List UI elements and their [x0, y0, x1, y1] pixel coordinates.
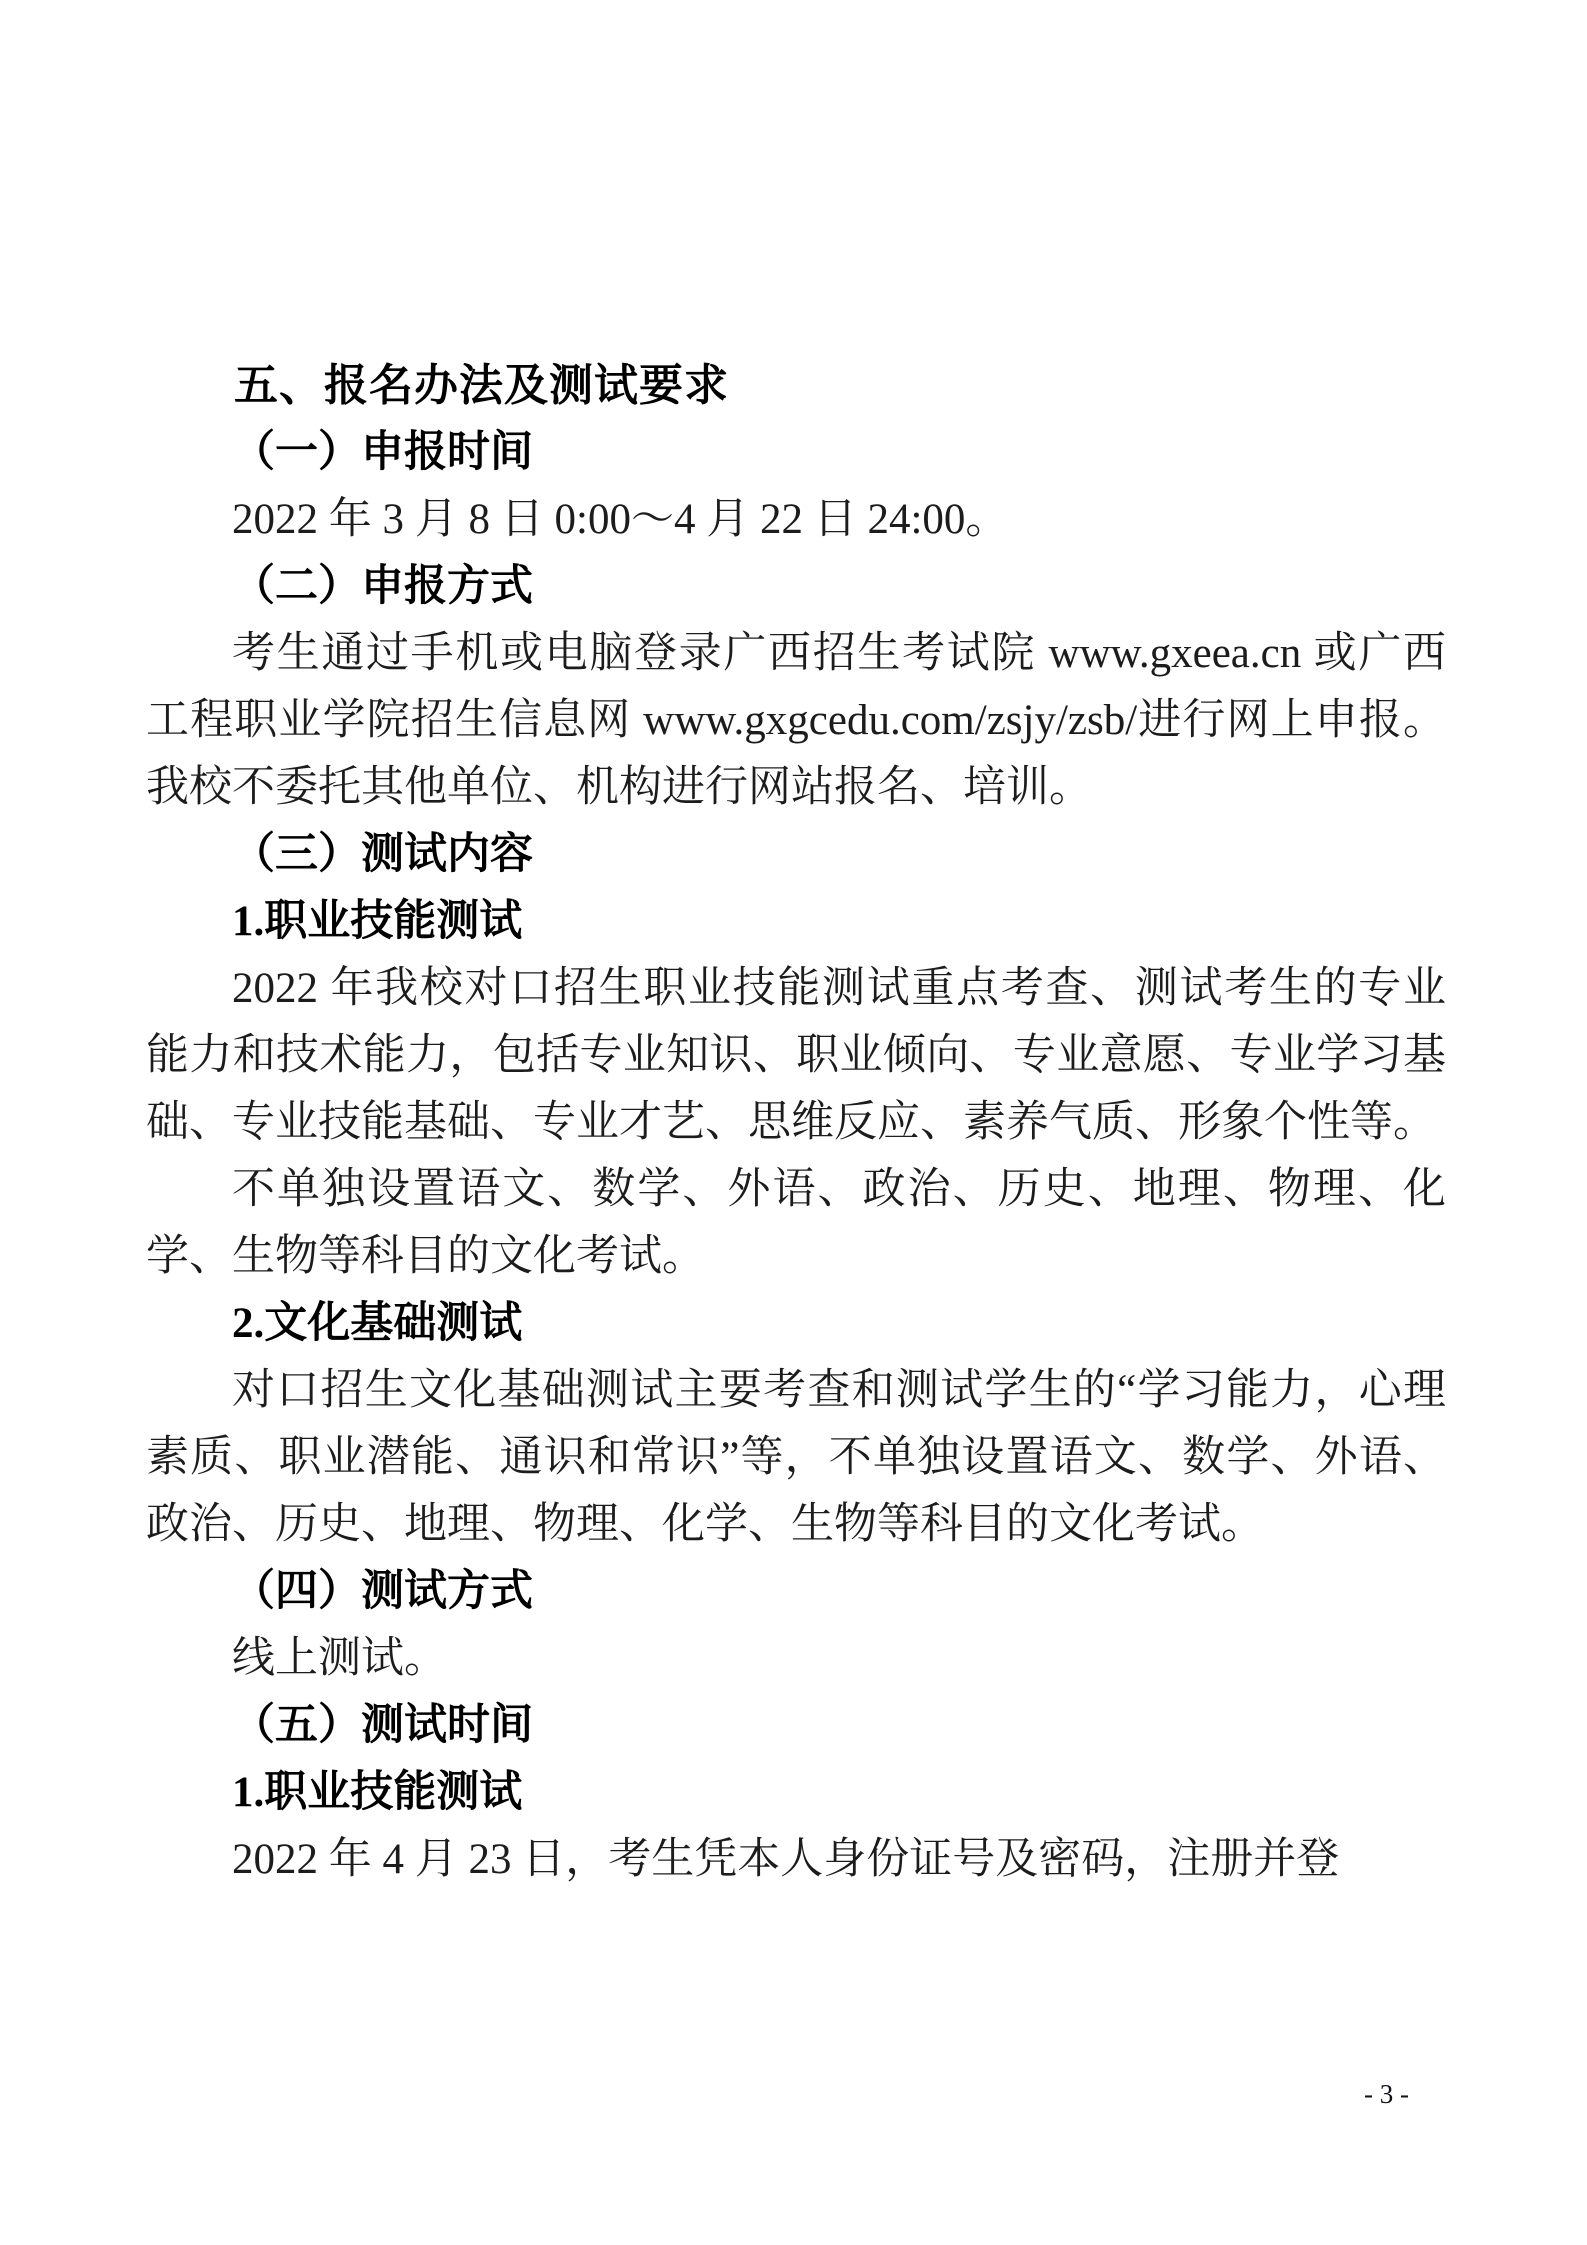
- heading-test-content: （三）测试内容: [232, 831, 533, 878]
- item-heading-culture-test: 2.文化基础测试: [232, 1300, 523, 1347]
- paragraph-application-method: 考生通过手机或电脑登录广西招生考试院 www.gxeea.cn 或广西工程职业学院招生信息网 www.gxgcedu.com/zsjy/zsb/进行网上申报。我校不委托其他单位、机构进行网站报名、培训。: [146, 630, 1446, 811]
- paragraph-culture-test-scope: 对口招生文化基础测试主要考查和测试学生的“学习能力，心理素质、职业潜能、通识和常识”等，不单独设置语文、数学、外语、政治、历史、地理、物理、化学、生物等科目的文化考试。: [146, 1367, 1446, 1548]
- item-heading-skill-test: 1.职业技能测试: [232, 898, 523, 945]
- heading-test-method: （四）测试方式: [232, 1568, 533, 1615]
- paragraph-test-method: 线上测试。: [232, 1635, 447, 1682]
- page-number: - 3 -: [1364, 2079, 1409, 2109]
- heading-application-method: （二）申报方式: [232, 563, 533, 610]
- paragraph-skill-test-scope: 2022 年我校对口招生职业技能测试重点考查、测试考生的专业能力和技术能力，包括专业知识、职业倾向、专业意愿、专业学习基础、专业技能基础、专业才艺、思维反应、素养气质、形象个性等。: [146, 965, 1446, 1146]
- paragraph-application-time: 2022 年 3 月 8 日 0:00～4 月 22 日 24:00。: [232, 496, 1009, 543]
- section-title: 五、报名办法及测试要求: [234, 361, 729, 410]
- document-body: [146, 352, 1446, 1893]
- heading-application-time: （一）申报时间: [232, 429, 533, 476]
- item-heading-skill-test-time: 1.职业技能测试: [232, 1769, 523, 1816]
- paragraph-skill-test-no-subjects: 不单独设置语文、数学、外语、政治、历史、地理、物理、化学、生物等科目的文化考试。: [146, 1166, 1446, 1280]
- paragraph-skill-test-time: 2022 年 4 月 23 日，考生凭本人身份证号及密码，注册并登: [232, 1836, 1340, 1883]
- heading-test-time: （五）测试时间: [232, 1702, 533, 1749]
